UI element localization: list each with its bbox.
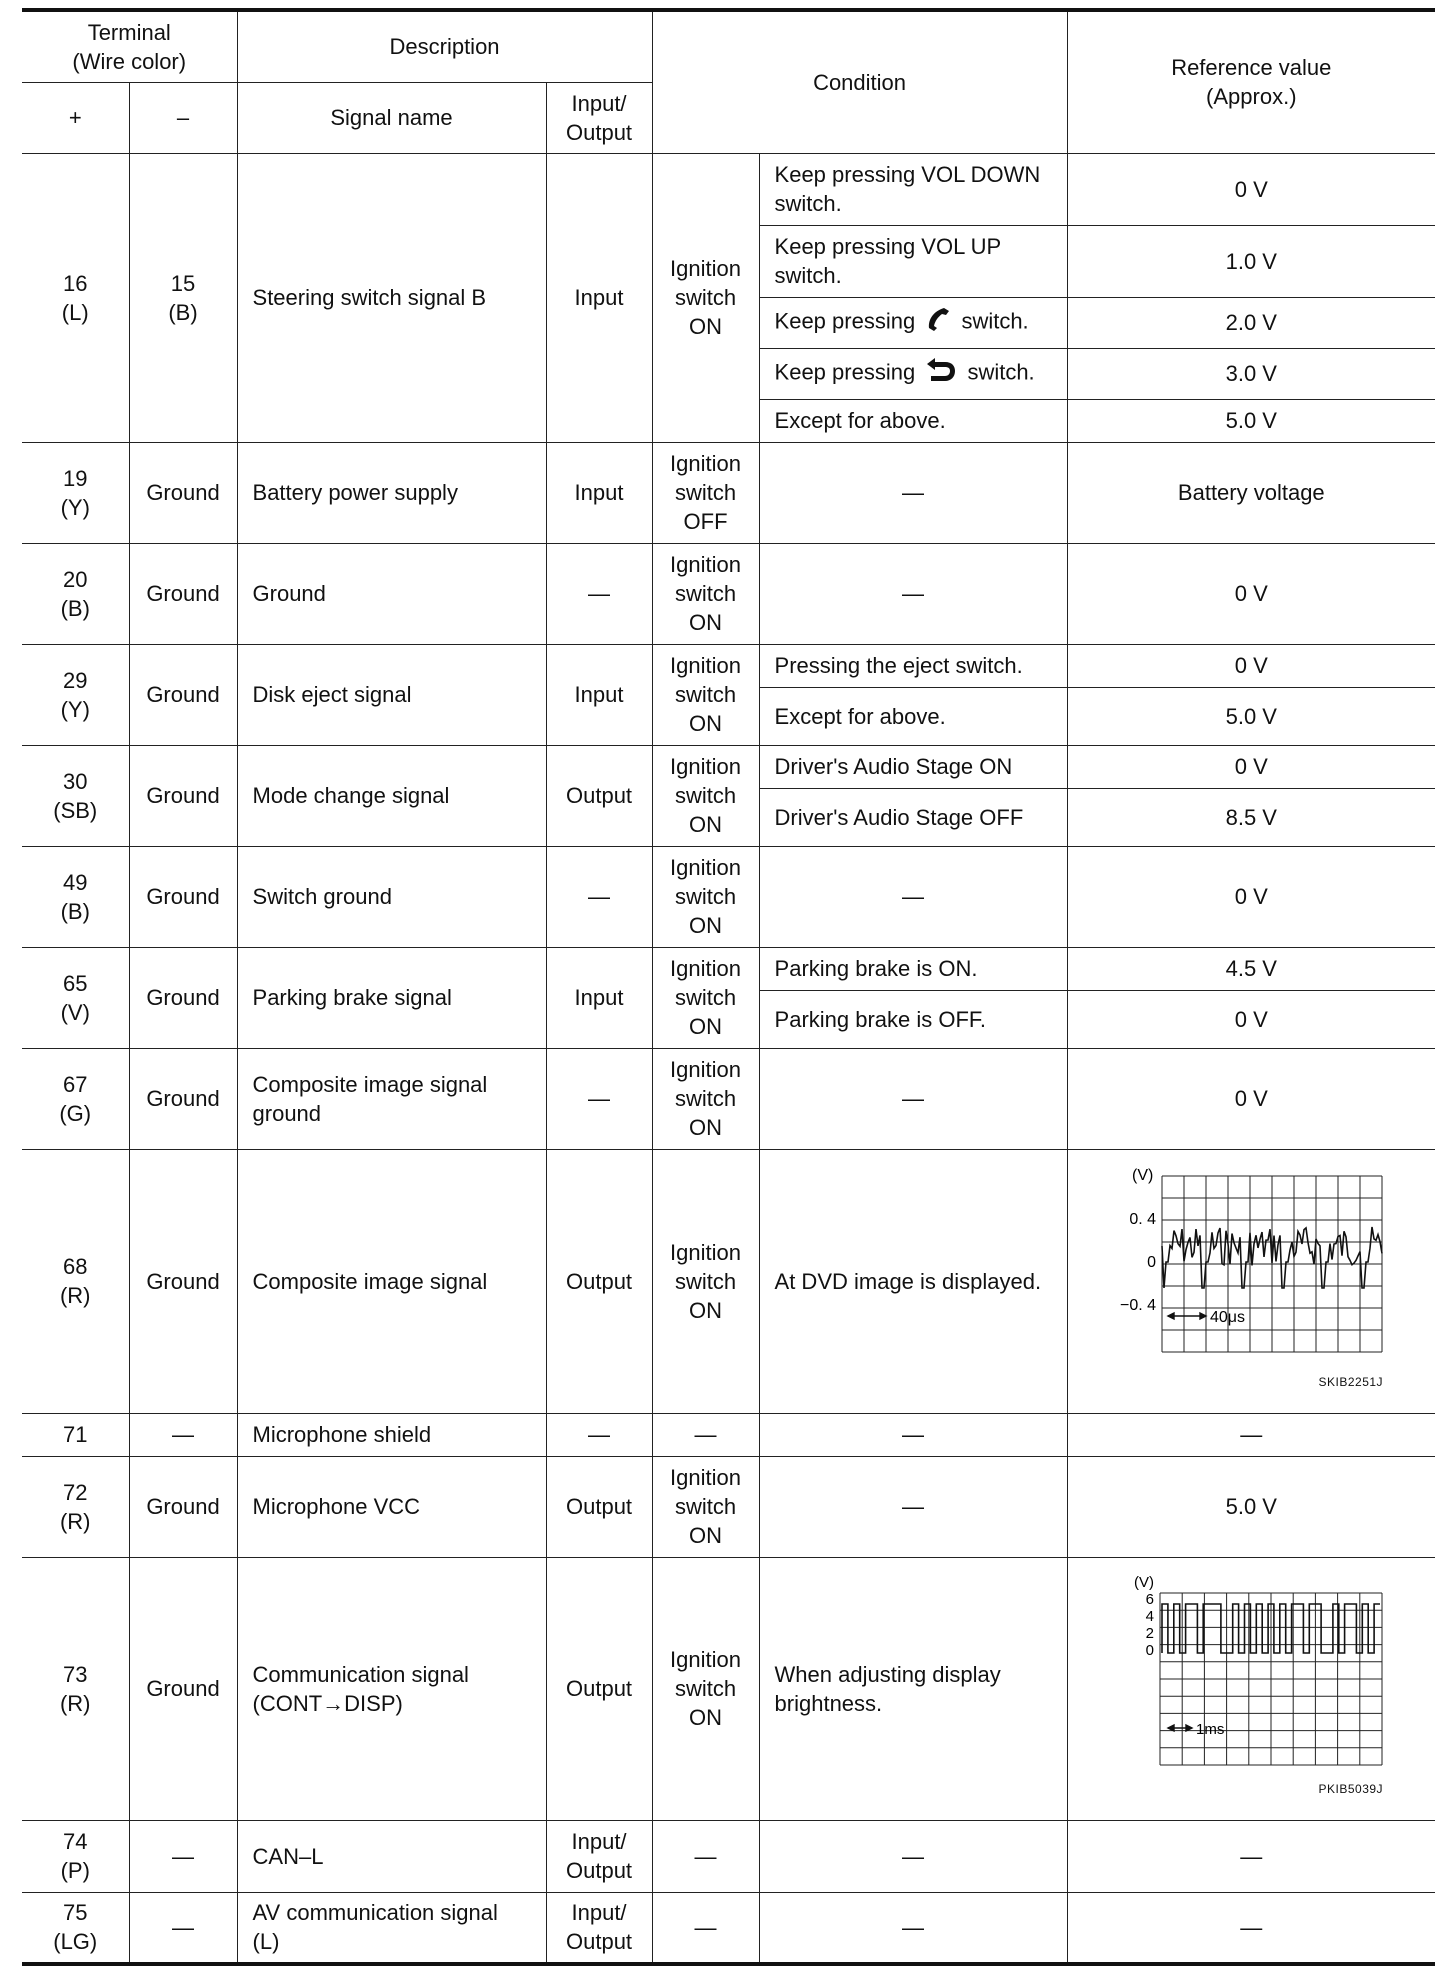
reference-value: Battery voltage xyxy=(1067,442,1435,543)
time-division-marker xyxy=(1168,1313,1206,1319)
reference-value: 5.0 V xyxy=(1067,399,1435,442)
table-row xyxy=(22,644,1435,687)
condition-main: Ignition switch ON xyxy=(652,745,759,846)
io-type: Output xyxy=(546,745,652,846)
io-type: Output xyxy=(546,1149,652,1413)
condition-detail: — xyxy=(759,543,1067,644)
reference-value xyxy=(1067,1557,1435,1820)
header-io: Input/ Output xyxy=(546,82,652,153)
scope-y-label: 0. 4 xyxy=(1129,1210,1157,1228)
table-row xyxy=(22,846,1435,947)
reference-value: 3.0 V xyxy=(1067,348,1435,399)
terminal-plus: 71 xyxy=(22,1413,129,1456)
io-type: — xyxy=(546,1048,652,1149)
reference-value: 0 V xyxy=(1067,846,1435,947)
condition-detail: — xyxy=(759,1048,1067,1149)
table-row xyxy=(22,1413,1435,1456)
terminal-minus: Ground xyxy=(129,543,237,644)
signal-name: AV communication signal (L) xyxy=(237,1892,546,1964)
phone-icon xyxy=(925,306,951,339)
scope-y-label: 0 xyxy=(1145,1642,1155,1659)
io-type: Input xyxy=(546,644,652,745)
condition-detail: Keep pressing VOL UP switch. xyxy=(759,225,1067,297)
terminal-plus: 16 (L) xyxy=(22,153,129,442)
oscilloscope-graph-composite xyxy=(1106,1166,1396,1366)
terminal-plus: 74 (P) xyxy=(22,1820,129,1892)
condition-text: Keep pressing xyxy=(774,359,916,385)
terminal-minus: Ground xyxy=(129,1048,237,1149)
terminal-minus: Ground xyxy=(129,1456,237,1557)
io-type: — xyxy=(546,543,652,644)
table-row xyxy=(22,543,1435,644)
condition-detail: Keep pressing VOL DOWN switch. xyxy=(759,153,1067,225)
signal-name: Switch ground xyxy=(237,846,546,947)
reference-value: 4.5 V xyxy=(1067,947,1435,990)
condition-main: Ignition switch ON xyxy=(652,543,759,644)
spec-table xyxy=(22,8,1435,1966)
reference-value: 8.5 V xyxy=(1067,788,1435,846)
terminal-minus: — xyxy=(129,1820,237,1892)
signal-name: Battery power supply xyxy=(237,442,546,543)
table-row xyxy=(22,1820,1435,1892)
scope-y-label: −0. 4 xyxy=(1120,1296,1157,1314)
signal-name: Mode change signal xyxy=(237,745,546,846)
reference-value: 1.0 V xyxy=(1067,225,1435,297)
condition-main: Ignition switch ON xyxy=(652,1557,759,1820)
terminal-plus: 20 (B) xyxy=(22,543,129,644)
terminal-minus: — xyxy=(129,1892,237,1964)
figure-code: PKIB5039J xyxy=(1318,1782,1384,1796)
table-row xyxy=(22,745,1435,788)
signal-name: Communication signal (CONT→DISP) xyxy=(237,1557,546,1820)
condition-detail: Except for above. xyxy=(759,399,1067,442)
io-type: Input/ Output xyxy=(546,1820,652,1892)
table-row xyxy=(22,1456,1435,1557)
oscilloscope-figure xyxy=(1078,1573,1426,1804)
terminal-plus: 67 (G) xyxy=(22,1048,129,1149)
condition-detail: Driver's Audio Stage OFF xyxy=(759,788,1067,846)
terminal-minus: Ground xyxy=(129,442,237,543)
figure-code: SKIB2251J xyxy=(1318,1374,1384,1389)
condition-detail: Driver's Audio Stage ON xyxy=(759,745,1067,788)
header-terminal: Terminal (Wire color) xyxy=(22,10,237,82)
condition-main: Ignition switch ON xyxy=(652,644,759,745)
scope-y-label: 4 xyxy=(1145,1608,1155,1625)
condition-text: switch. xyxy=(967,359,1035,385)
condition-detail xyxy=(759,297,1067,348)
condition-detail: Parking brake is ON. xyxy=(759,947,1067,990)
scope-unit-label: (V) xyxy=(1134,1574,1155,1591)
io-type: — xyxy=(546,1413,652,1456)
terminal-minus: Ground xyxy=(129,1557,237,1820)
terminal-plus: 75 (LG) xyxy=(22,1892,129,1964)
condition-main: Ignition switch ON xyxy=(652,846,759,947)
condition-detail: — xyxy=(759,846,1067,947)
terminal-minus: Ground xyxy=(129,846,237,947)
io-type: Input xyxy=(546,442,652,543)
reference-value: 0 V xyxy=(1067,644,1435,687)
signal-name: Parking brake signal xyxy=(237,947,546,1048)
terminal-plus: 73 (R) xyxy=(22,1557,129,1820)
terminal-plus: 65 (V) xyxy=(22,947,129,1048)
condition-main: Ignition switch ON xyxy=(652,1048,759,1149)
header-reference: Reference value (Approx.) xyxy=(1067,10,1435,153)
reference-value: — xyxy=(1067,1820,1435,1892)
reference-value: 5.0 V xyxy=(1067,687,1435,745)
io-type: Output xyxy=(546,1456,652,1557)
terminal-minus: 15 (B) xyxy=(129,153,237,442)
condition-detail: At DVD image is displayed. xyxy=(759,1149,1067,1413)
time-division-marker xyxy=(1168,1725,1192,1731)
condition-main: Ignition switch ON xyxy=(652,1456,759,1557)
condition-detail: When adjusting display brightness. xyxy=(759,1557,1067,1820)
terminal-plus: 19 (Y) xyxy=(22,442,129,543)
oscilloscope-figure xyxy=(1078,1166,1426,1397)
reference-value: — xyxy=(1067,1892,1435,1964)
header-signal-name: Signal name xyxy=(237,82,546,153)
signal-name: CAN–L xyxy=(237,1820,546,1892)
reference-value: 2.0 V xyxy=(1067,297,1435,348)
terminal-minus: Ground xyxy=(129,947,237,1048)
terminal-plus: 30 (SB) xyxy=(22,745,129,846)
condition-detail: Pressing the eject switch. xyxy=(759,644,1067,687)
condition-main: Ignition switch OFF xyxy=(652,442,759,543)
terminal-minus: Ground xyxy=(129,644,237,745)
table-row xyxy=(22,153,1435,225)
condition-main: Ignition switch ON xyxy=(652,1149,759,1413)
header-description: Description xyxy=(237,10,652,82)
condition-detail: — xyxy=(759,442,1067,543)
header-condition: Condition xyxy=(652,10,1067,153)
back-arrow-icon xyxy=(925,357,957,390)
io-type: Output xyxy=(546,1557,652,1820)
table-row xyxy=(22,947,1435,990)
terminal-plus: 68 (R) xyxy=(22,1149,129,1413)
scope-time-label: 1ms xyxy=(1196,1721,1225,1738)
table-row xyxy=(22,1048,1435,1149)
condition-main: — xyxy=(652,1892,759,1964)
header-row xyxy=(22,10,1435,82)
terminal-minus: Ground xyxy=(129,1149,237,1413)
reference-value: 5.0 V xyxy=(1067,1456,1435,1557)
terminal-plus: 49 (B) xyxy=(22,846,129,947)
signal-name: Microphone shield xyxy=(237,1413,546,1456)
table-row xyxy=(22,1892,1435,1964)
terminal-plus: 29 (Y) xyxy=(22,644,129,745)
reference-value: 0 V xyxy=(1067,745,1435,788)
condition-text: switch. xyxy=(961,308,1029,334)
condition-detail xyxy=(759,348,1067,399)
signal-name: Microphone VCC xyxy=(237,1456,546,1557)
reference-value xyxy=(1067,1149,1435,1413)
scope-time-label: 40μs xyxy=(1210,1308,1246,1326)
condition-detail: — xyxy=(759,1413,1067,1456)
signal-name: Disk eject signal xyxy=(237,644,546,745)
reference-value: 0 V xyxy=(1067,990,1435,1048)
io-type: Input xyxy=(546,153,652,442)
table-row xyxy=(22,442,1435,543)
table-row xyxy=(22,1557,1435,1820)
signal-name: Composite image signal xyxy=(237,1149,546,1413)
reference-value: 0 V xyxy=(1067,543,1435,644)
condition-detail: Parking brake is OFF. xyxy=(759,990,1067,1048)
terminal-plus: 72 (R) xyxy=(22,1456,129,1557)
signal-name: Ground xyxy=(237,543,546,644)
reference-value: 0 V xyxy=(1067,1048,1435,1149)
io-type: — xyxy=(546,846,652,947)
condition-main: — xyxy=(652,1413,759,1456)
condition-text: Keep pressing xyxy=(774,308,916,334)
reference-value: — xyxy=(1067,1413,1435,1456)
oscilloscope-graph-communication xyxy=(1106,1573,1396,1773)
condition-main: Ignition switch ON xyxy=(652,153,759,442)
condition-detail: — xyxy=(759,1820,1067,1892)
terminal-minus: — xyxy=(129,1413,237,1456)
terminal-reference-table xyxy=(22,8,1435,1966)
signal-name: Steering switch signal B xyxy=(237,153,546,442)
condition-detail: — xyxy=(759,1456,1067,1557)
signal-name: Composite image signal ground xyxy=(237,1048,546,1149)
scope-unit-label: (V) xyxy=(1132,1166,1154,1184)
table-row xyxy=(22,1149,1435,1413)
scope-y-label: 2 xyxy=(1145,1625,1155,1642)
condition-detail: — xyxy=(759,1892,1067,1964)
condition-main: — xyxy=(652,1820,759,1892)
io-type: Input xyxy=(546,947,652,1048)
condition-main: Ignition switch ON xyxy=(652,947,759,1048)
io-type: Input/ Output xyxy=(546,1892,652,1964)
scope-y-label: 6 xyxy=(1145,1591,1155,1608)
terminal-minus: Ground xyxy=(129,745,237,846)
reference-value: 0 V xyxy=(1067,153,1435,225)
header-minus: – xyxy=(129,82,237,153)
header-plus: + xyxy=(22,82,129,153)
condition-detail: Except for above. xyxy=(759,687,1067,745)
scope-y-label: 0 xyxy=(1147,1253,1157,1271)
